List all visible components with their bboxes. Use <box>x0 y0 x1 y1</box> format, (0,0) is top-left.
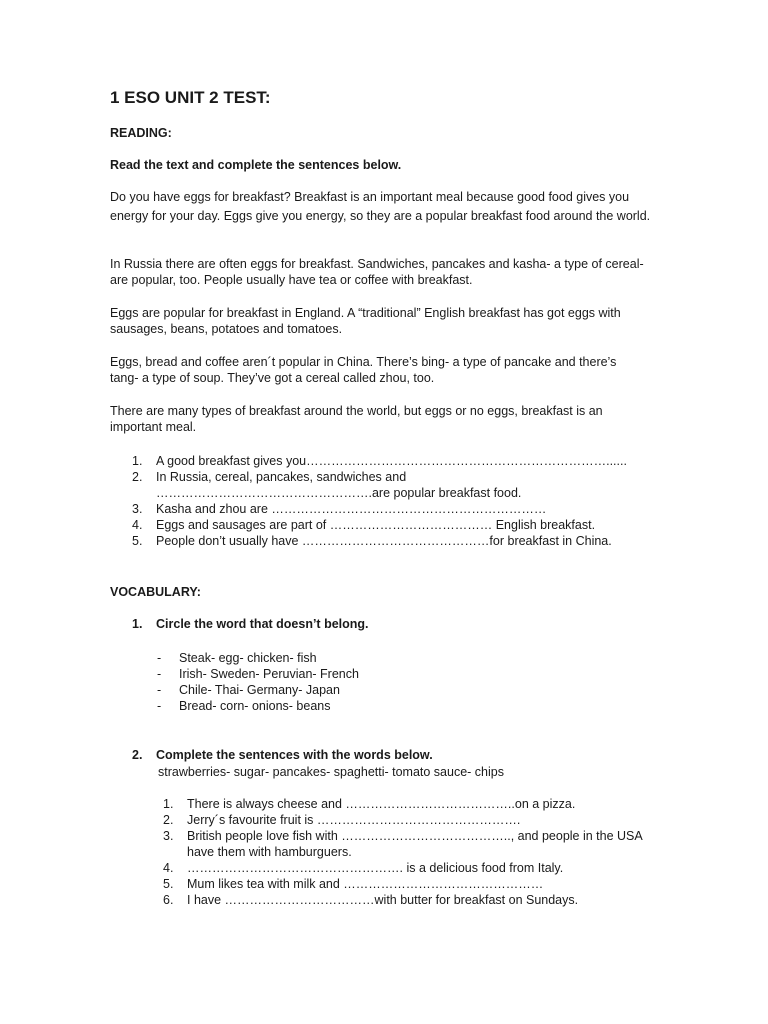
reading-paragraph: In Russia there are often eggs for breakfast. Sandwiches, pancakes and kasha- a type of cereal- are popular, too. People usually have tea or coffee with breakfast. <box>110 257 644 287</box>
item-number: 5. <box>163 877 174 891</box>
reading-paragraph: Eggs are popular for breakfast in England. A “traditional” English breakfast has got eggs with sausages, beans, potatoes and tomatoes. <box>110 306 621 336</box>
list-item <box>110 469 601 501</box>
item-text: There is always cheese and …………………………………..on a pizza. <box>187 797 576 811</box>
item-number: 1. <box>163 797 174 811</box>
list-item: - Chile- Thai- Germany- Japan <box>157 683 340 697</box>
item-text: Mum likes tea with milk and ………………………………………… <box>187 877 544 891</box>
worksheet-page <box>110 0 670 907</box>
item-text: In Russia, cereal, pancakes, sandwiches and …………………………………………….are popular breakfast food. <box>156 470 522 500</box>
item-number: 1. <box>132 454 143 468</box>
item-number: 2. <box>132 470 143 484</box>
word-group[interactable]: Irish- Sweden- Peruvian- French <box>179 667 359 681</box>
exercise-instruction: Complete the sentences with the words below. <box>156 748 433 762</box>
item-text: Jerry´s favourite fruit is …………………………………………. <box>187 813 521 827</box>
item-number: 5. <box>132 534 143 548</box>
reading-instruction: Read the text and complete the sentences below. <box>110 158 402 172</box>
item-number: 3. <box>163 829 174 843</box>
list-item <box>110 533 670 549</box>
list-item: - Steak- egg- chicken- fish <box>157 651 317 665</box>
page-title: 1 ESO UNIT 2 TEST: <box>110 88 271 107</box>
list-item <box>110 453 670 469</box>
word-group[interactable]: Bread- corn- onions- beans <box>179 699 331 713</box>
list-item <box>110 828 662 860</box>
list-item <box>110 860 670 876</box>
list-item: - Bread- corn- onions- beans <box>157 699 331 713</box>
vocabulary-exercise-2 <box>110 747 670 763</box>
word-group-list <box>110 650 359 714</box>
list-item <box>110 812 670 828</box>
item-number: 2. <box>163 813 174 827</box>
list-item <box>110 501 670 517</box>
list-item <box>110 892 670 908</box>
reading-paragraph: Eggs, bread and coffee aren´t popular in China. There’s bing- a type of pancake and there’s tang- a type of soup. They’ve got a cereal called zhou, too. <box>110 355 617 385</box>
item-number: 4. <box>163 861 174 875</box>
reading-heading: READING: <box>110 126 172 140</box>
word-group[interactable]: Chile- Thai- Germany- Japan <box>179 683 340 697</box>
item-text: I have ………………………………with butter for breakfast on Sundays. <box>187 893 579 907</box>
completion-sentences <box>110 796 670 908</box>
item-text: British people love fish with ………………………………….., and people in the USA have them with hamburguers. <box>187 829 643 859</box>
reading-paragraph: There are many types of breakfast around the world, but eggs or no eggs, breakfast is an important meal. <box>110 404 603 434</box>
reading-paragraph: Do you have eggs for breakfast? Breakfast is an important meal because good food gives you energy for your day. Eggs give you energy, so they are a popular breakfast food around the world. <box>110 190 651 223</box>
item-text: Eggs and sausages are part of ………………………………… English breakfast. <box>156 518 596 532</box>
list-item <box>110 517 670 533</box>
item-number: 4. <box>132 518 143 532</box>
list-item: - Irish- Sweden- Peruvian- French <box>157 667 359 681</box>
vocabulary-exercise-1 <box>110 616 670 632</box>
item-number: 3. <box>132 502 143 516</box>
list-item <box>110 796 670 812</box>
list-item <box>110 876 670 892</box>
exercise-instruction: Circle the word that doesn’t belong. <box>156 617 369 631</box>
word-bank: strawberries- sugar- pancakes- spaghetti- tomato sauce- chips <box>158 765 504 779</box>
vocabulary-heading: VOCABULARY: <box>110 585 201 599</box>
exercise-number: 1. <box>132 617 143 631</box>
reading-questions <box>110 453 670 549</box>
word-group[interactable]: Steak- egg- chicken- fish <box>179 651 317 665</box>
exercise-number: 2. <box>132 748 143 762</box>
item-text: ……………………………………………. is a delicious food from Italy. <box>187 861 564 875</box>
item-number: 6. <box>163 893 174 907</box>
item-text: People don’t usually have ………………………………………for breakfast in China. <box>156 534 612 548</box>
item-text: Kasha and zhou are ………………………………………………………… <box>156 502 547 516</box>
item-text: A good breakfast gives you………………………………………………………………...... <box>156 454 627 468</box>
